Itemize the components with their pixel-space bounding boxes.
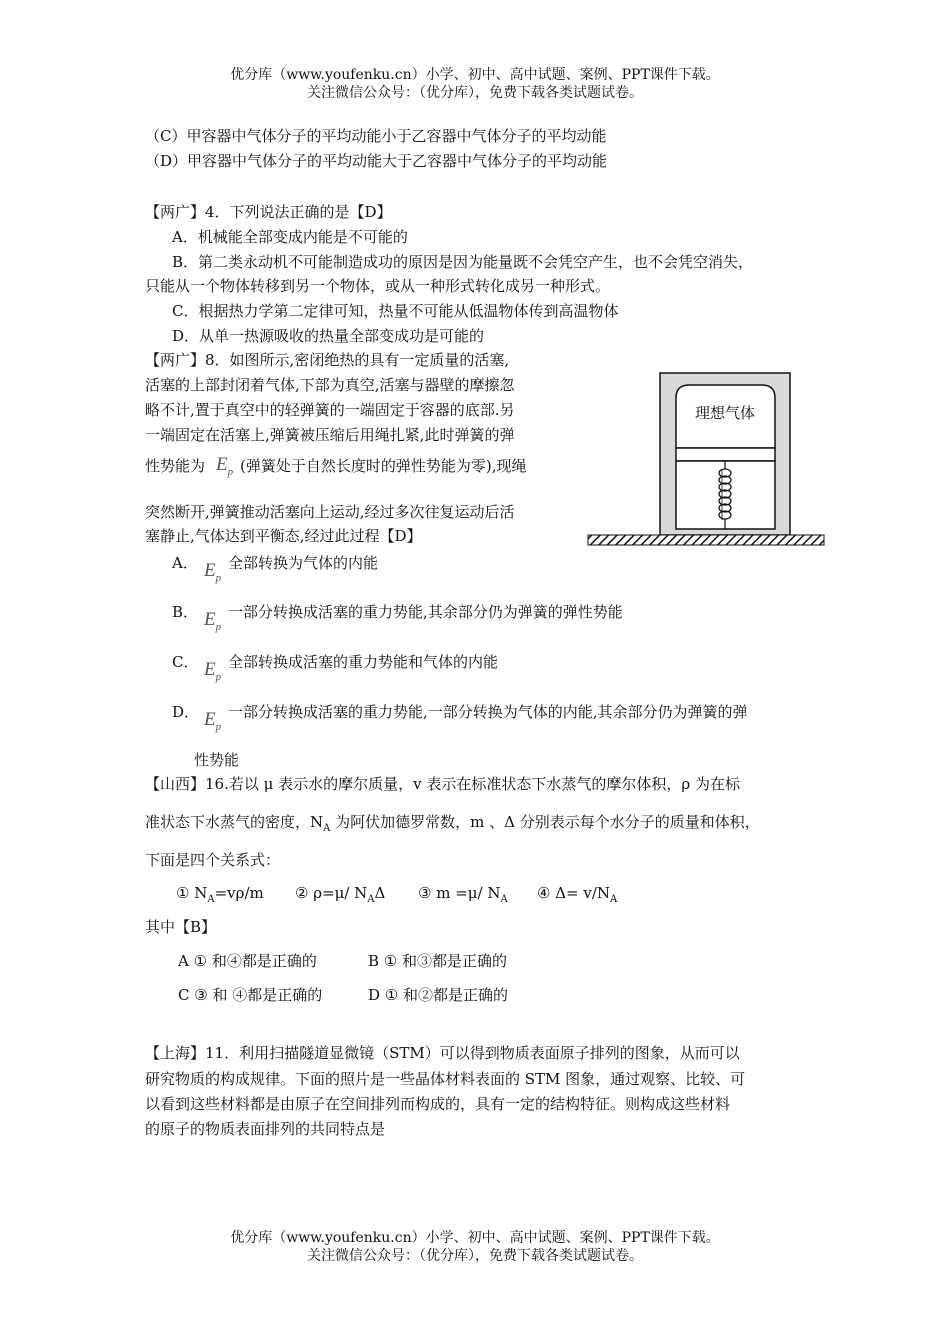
q4-option-a: A．机械能全部变成内能是不可能的 bbox=[172, 228, 408, 246]
q11-line-2: 研究物质的构成规律。下面的照片是一些晶体材料表面的 STM 图象，通过观察、比较、可 bbox=[145, 1070, 746, 1088]
prev-option-d: （D）甲容器中气体分子的平均动能大于乙容器中气体分子的平均动能 bbox=[145, 152, 608, 170]
q11-line-1: 【上海】11．利用扫描隧道显微镜（STM）可以得到物质表面原子排列的图象，从而可以 bbox=[145, 1044, 740, 1062]
q4-option-b-line2: 只能从一个物体转移到另一个物体，或从一种形式转化成另一种形式。 bbox=[145, 277, 611, 295]
q8-option-b: 一部分转换成活塞的重力势能,其余部分仍为弹簧的弹性势能 bbox=[228, 603, 623, 621]
prev-option-c: （C）甲容器中气体分子的平均动能小于乙容器中气体分子的平均动能 bbox=[145, 127, 607, 145]
q8-option-d-line1: 一部分转换成活塞的重力势能,一部分转换为气体的内能,其余部分仍为弹簧的弹 bbox=[228, 703, 748, 721]
q16-option-c: C ③ 和 ④都是正确的 bbox=[178, 986, 323, 1004]
q8-option-d-line2: 性势能 bbox=[194, 751, 240, 769]
q16-option-b: B ① 和③都是正确的 bbox=[368, 952, 508, 970]
footer-line-2: 关注微信公众号：（优分库），免费下载各类试题试卷。 bbox=[307, 1248, 643, 1264]
piston bbox=[676, 448, 775, 461]
q11-line-4: 的原子的物质表面排列的共同特点是 bbox=[145, 1120, 386, 1138]
ep-symbol: $E_p$ bbox=[204, 609, 222, 633]
header-line-1: 优分库（www.youfenku.cn）小学、初中、高中试题、案例、PPT课件下载。 bbox=[230, 67, 720, 83]
ep-symbol: $E_p$ bbox=[204, 560, 222, 584]
q16-relation-3: ③ m =μ/ $N_A$ bbox=[418, 884, 508, 905]
q8-option-c-letter: C． bbox=[172, 653, 199, 671]
ground-hatch bbox=[588, 535, 824, 545]
q16-option-a: A ① 和④都是正确的 bbox=[178, 952, 317, 970]
header-line-2: 关注微信公众号：（优分库），免费下载各类试题试卷。 bbox=[307, 85, 643, 101]
q16-line-3: 下面是四个关系式： bbox=[145, 851, 281, 869]
footer-line-1: 优分库（www.youfenku.cn）小学、初中、高中试题、案例、PPT课件下载。 bbox=[230, 1230, 720, 1246]
q16-relation-4: ④ $\Delta= v/N_A$ bbox=[537, 884, 618, 905]
q8-line-1: 【两广】8．如图所示,密闭绝热的具有一定质量的活塞, bbox=[145, 351, 510, 369]
ep-symbol: $E_p$ bbox=[204, 709, 222, 733]
q16-line-1: 【山西】16.若以 μ 表示水的摩尔质量，v 表示在标准状态下水蒸气的摩尔体积，ρ 为在标 bbox=[145, 775, 740, 793]
q16-option-d: D ① 和②都是正确的 bbox=[368, 986, 509, 1004]
q16-which: 其中【B】 bbox=[145, 918, 217, 936]
q8-option-d-letter: D． bbox=[172, 703, 200, 721]
q8-line-5b: (弹簧处于自然长度时的弹性势能为零),现绳 bbox=[240, 457, 527, 475]
q16-relation-1: ① $N_A=v\rho/m$ bbox=[176, 884, 264, 905]
q4-stem: 【两广】4．下列说法正确的是【D】 bbox=[145, 203, 392, 221]
q8-line-2: 活塞的上部封闭着气体,下部为真空,活塞与器壁的摩擦忽 bbox=[145, 376, 515, 394]
q8-line-5a: 性势能为 bbox=[145, 457, 206, 475]
ep-symbol: $E_p$ bbox=[204, 659, 222, 683]
q8-option-a: 全部转换为气体的内能 bbox=[228, 554, 379, 572]
q8-option-a-letter: A． bbox=[172, 554, 198, 572]
q16-line-2: 准状态下水蒸气的密度，$N_A$ 为阿伏加德罗常数，m 、Δ 分别表示每个水分子的质量和体积， bbox=[145, 813, 760, 834]
q8-option-c: 全部转换成活塞的重力势能和气体的内能 bbox=[228, 653, 499, 671]
q11-line-3: 以看到这些材料都是由原子在空间排列而构成的，具有一定的结构特征。则构成这些材料 bbox=[145, 1095, 731, 1113]
q8-line-6: 突然断开,弹簧推动活塞向上运动,经过多次往复运动后活 bbox=[145, 503, 515, 521]
q4-option-b-line1: B．第二类永动机不可能制造成功的原因是因为能量既不会凭空产生，也不会凭空消失， bbox=[172, 253, 754, 271]
q8-line-7: 塞静止,气体达到平衡态,经过此过程【D】 bbox=[145, 527, 422, 545]
q8-option-b-letter: B． bbox=[172, 603, 199, 621]
q4-option-c: C．根据热力学第二定律可知，热量不可能从低温物体传到高温物体 bbox=[172, 302, 619, 320]
q16-relation-2: ② ρ=μ/ $N_A\Delta$ bbox=[295, 884, 386, 905]
q8-line-4: 一端固定在活塞上,弹簧被压缩后用绳扎紧,此时弹簧的弹 bbox=[145, 426, 515, 444]
q4-option-d: D．从单一热源吸收的热量全部变成功是可能的 bbox=[172, 327, 485, 345]
ep-symbol: $E_p$ bbox=[216, 454, 234, 478]
piston-container-figure bbox=[586, 370, 826, 548]
q8-line-3: 略不计,置于真空中的轻弹簧的一端固定于容器的底部.另 bbox=[145, 401, 515, 419]
figure-label-ideal-gas: 理想气体 bbox=[694, 404, 756, 422]
